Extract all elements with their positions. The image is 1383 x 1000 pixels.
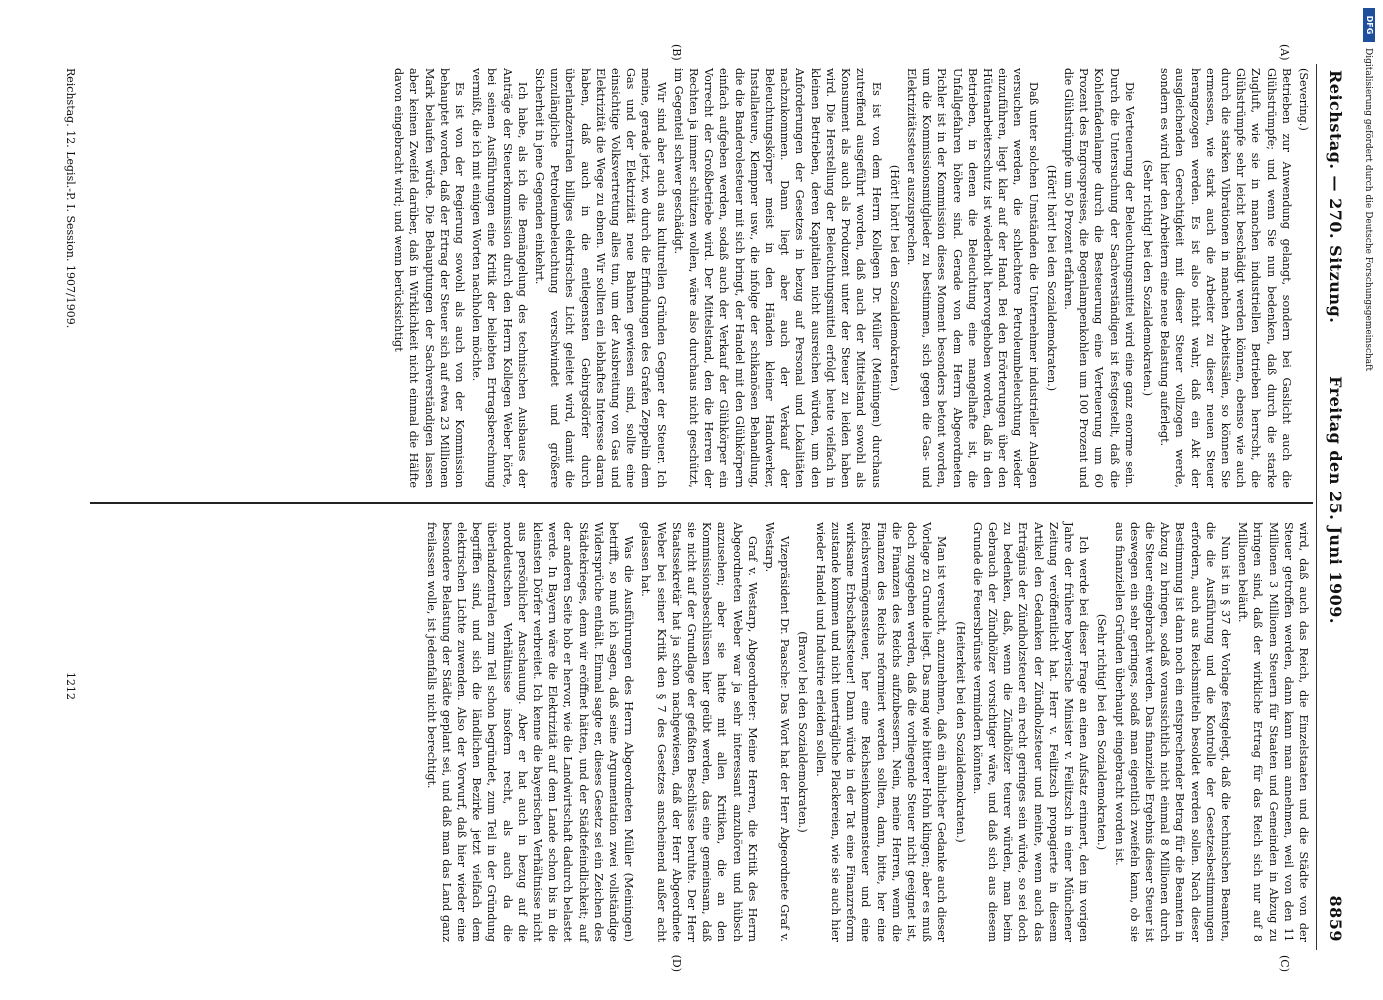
interjection: (Hört! hört! bei den Sozialdemokraten.) xyxy=(887,164,901,392)
margin-mark-c: (C) xyxy=(1278,955,1291,972)
running-header-date: Freitag den 25. Juni 1909. xyxy=(1326,376,1345,624)
paragraph: Betrieben zur Anwendung gelangt, sondern bei Gaslicht auch die Glühstrümpfe; und wenn Sie nun bedenken, daß durch die starke Zugluft, wie sie in manchen industriellen Betrieben herrscht, die Glühstrümpfe sehr leicht beschädigt werden können, ebenso wie auch durch die starken Vibrationen in manchen Arbeitssälen, so können Sie ermessen, wie stark auch die Arbeiter zu dieser neuen Steuer herangezogen werden. Es ist also nicht wahr, daß ein Akt der ausgleichenden Gerechtigkeit mit dieser Steuer vollzogen werde, sondern es wird hier den Arbeitern eine neue Belastung auferlegt. xyxy=(1158,68,1293,488)
interjection: (Sehr richtig! bei den Sozialdemokraten.) xyxy=(1095,613,1109,851)
paragraph: Man ist versucht, anzunehmen, daß ein ähnlicher Gedanke auch dieser Vorlage zu Grunde liegt. Das mag wie bitterer Hohn klingen; aber es muß doch zugegeben werden, daß die vorliegende Steuer nicht geeignet ist, die Finanzen des Reichs aufzubessern. Nein, meine Herren, wenn die Finanzen des Reichs reformiert werden sollten, dann, bitte, her eine Reichsvermögenssteuer, her eine Reichseinkommensteuer und eine wirksame Erbschaftssteuer! Dann würde in der Tat eine Finanzreform zustande kommen und nicht unerträgliche Plackereien, wie sie auch hier wieder Handel und Industrie erleiden sollen. xyxy=(813,522,949,942)
left-column xyxy=(389,68,1311,488)
paragraph: Vizepräsident Dr. Paasche: Das Wort hat der Herr Abgeordnete Graf v. Westarp. xyxy=(763,522,792,942)
page-number: 8859 xyxy=(1326,895,1345,942)
margin-mark-a: (A) xyxy=(1278,44,1291,61)
paragraph: Ich habe, als ich die Bemängelung des technischen Ausbaues der Anträge der Steuerkommission durch den Herrn Kollegen Weber hörte, bei seinen Ausführungen eine Kritik der beliebten Ertragsberechnung vermißt, die ich mit einigen Worten nachholen möchte. xyxy=(470,68,529,488)
interjection: (Bravo! bei den Sozialdemokraten.) xyxy=(796,631,810,833)
header-rule xyxy=(1316,64,1317,950)
paragraph: Es ist von der Regierung sowohl als auch von der Kommission behauptet worden, daß der Ertrag der Steuer sich auf etwa 23 Millionen Mark belaufen würde. Die Behauptungen der Sachverständigen lassen aber keinen Zweifel darüber, daß in Wirklichkeit nicht einmal die Hälfte davon eingebracht wird; und wenn berücksichtigt xyxy=(392,68,467,488)
paragraph: Nun ist in § 37 der Vorlage festgelegt, daß die technischen Beamten, die die Ausführung und die Kontrolle der Gesetzesbestimmungen erfordern, auch aus Reichsmitteln besoldet werden sollen. Nach dieser Bestimmung ist dann noch ein entsprechender Betrag für die Beamten in Abzug zu bringen, sodaß voraussichtlich nicht einmal 8 Millionen durch die Steuer eingebracht werden. Das finanzielle Ergebnis dieser Steuer ist deswegen ein sehr geringes, sodaß man eigentlich zweifeln kann, ob sie aus finanziellen Gründen überhaupt eingebracht worden ist. xyxy=(1112,522,1232,942)
paragraph: wird, daß auch das Reich, die Einzelstaaten und die Städte von der Steuer getroffen werden, dann kann man annehmen, weil von den 11 Millionen 3 Millionen Steuern für Staaten und Gemeinden in Abzug zu bringen sind, daß der wirkliche Ertrag für das Reich sich nur auf 8 Millionen beläuft. xyxy=(1236,522,1310,942)
interjection: (Heiterkeit bei den Sozialdemokraten.) xyxy=(953,621,967,843)
interjection: (Sehr richtig! bei den Sozialdemokraten.) xyxy=(1140,159,1154,397)
running-header-left: Reichstag. — 270. Sitzung. xyxy=(1326,70,1345,324)
right-column xyxy=(421,522,1311,942)
footer-sheet-number: 1212 xyxy=(64,672,77,700)
digitization-credit: Digitalisierung gefördert durch die Deutsche Forschungsgemeinschaft xyxy=(1363,48,1373,372)
paragraph: Die Verteuerung der Beleuchtungsmittel wird eine ganz enorme sein. Durch die Untersuchung der Sachverständigen ist festgestellt, daß die Kohlenfadenlampe durch die Besteuerung eine Verteuerung um 60 Prozent des Engrospreises, die Bogenlampenkohlen um 100 Prozent und die Glühstrümpfe um 50 Prozent erfahren. xyxy=(1061,68,1136,488)
interjection: (Hört! hört! bei den Sozialdemokraten.) xyxy=(1044,164,1058,392)
paragraph: Was die Ausführungen des Herrn Abgeordneten Müller (Meiningen) betrifft, so muß ich sagen, daß seine Argumentation zwei vollständige Widersprüche enthält. Einmal sagte er, dieses Gesetz sei ein Zeichen des Städtekrieges, denn wir eröffnet hätten, und der Städtefeindlichkeit; auf der anderen Seite hob er hervor, wie die Landwirtschaft dadurch belastet werde. In Bayern wäre die Elektrizität auf dem Lande schon bis in die kleinsten Dörfer verbreitet. Ich kenne die bayerischen Verhältnisse nicht aus persönlicher Anschauung. Aber er hat auch in bezug auf die norddeutschen Verhältnisse insofern recht, als auch da die überlandzentralen zum Teil schon begründet, zum Teil in der Gründung begriffen sind, und sich die ländlichen Bezirke jetzt vielfach dem elektrischen Lichte zuwenden. Also der Vorwurf, daß hier wieder eine besondere Belastung der Städte geplant sei, und daß man das Land ganz freilassen wolle, ist jedenfalls nicht berechtigt. xyxy=(424,522,636,942)
dfg-logo: DFG xyxy=(1363,8,1375,42)
speaker-continuation: (Severing.) xyxy=(1297,68,1310,131)
paragraph: Wir sind aber auch aus kulturellen Gründen Gegner der Steuer. Ich meine, gerade jetzt, wo durch die Erfindungen des Grafen Zeppelin dem Gas und der Elektrizität neue Bahnen gewiesen sind, sollte eine einsichtige Volksvertretung alles tun, um der Ausbreitung von Gas und Elektrizität die Wege zu ebnen. Wir sollten ein lebhaftes Interesse daran haben, daß auch in die entlegensten Gebirgsdörfer durch überlandzentralen billiges elektrisches Licht geleitet wird, damit die unzulängliche Petroleumbeleuchtung verschwindet und größere Sicherheit in jene Gegenden einkehrt. xyxy=(533,68,668,488)
paragraph: Es ist von dem Herrn Kollegen Dr. Müller (Meiningen) durchaus zutreffend ausgeführt worden, daß auch der Mittelstand sowohl als Konsument als auch als Produzent unter der Steuer zu leiden haben wird. Die Herstellung der Beleuchtungsmittel erfolgt heute vielfach in kleinen Betrieben, deren Kapitalien nicht ausreichen würden, um den Anforderungen der Gesetzes in bezug auf Personal und Lokalitäten nachzukommen. Dann liegt aber auch der Verkauf der Beleuchtungskörper meist in den Händen kleiner Handwerker, Installateure, Klempner usw., die infolge der schikanösen Behandlung, die die Banderolesteuer mit sich bringt, der Handel mit den Glühkörpern einfach aufgeben werden, sodaß auch der Verkauf der Glühkörper ein Vorrecht der Großbetriebe wird. Der Mittelstand, den die Herren der Rechten ja immer schützen wollen, wäre also durchaus nicht geschützt, im Gegenteil schwer geschädigt. xyxy=(671,68,883,488)
margin-mark-b: (B) xyxy=(670,44,683,61)
paragraph: Daß unter solchen Umständen die Unternehmer industrieller Anlagen versuchen werden, die schlechtere Petroleumbeleuchtung wieder einzuführen, liegt klar auf der Hand. Bei den Erörterungen über den Hüttenarbeiterschutz ist wiederholt hervorgehoben worden, daß in den Betrieben, in denen die Beleuchtung eine mangelhafte ist, die Unfallgefahren höhere sind. Gerade von dem Herrn Abgeordneten Pichler ist in der Kommission dieses Moment besonders betont worden, um die Kommissionsmitglieder zu bestimmen, sich gegen die Gas- und Elektrizitätssteuer auszusprechen. xyxy=(904,68,1040,488)
paragraph: Graf v. Westarp, Abgeordneter: Meine Herren, die Kritik des Herrn Abgeordneten Weber war ja sehr interessant anzuhören und hübsch anzusehen; aber sie hatte mit allen Kritiken, die an den Kommissionsbeschlüssen hier geübt werden, das eine gemeinsam, daß sie nicht auf der Grundlage der gefaßten Beschlüsse beruhte. Der Herr Staatssekretär hat ja schon nachgewiesen, daß der Herr Abgeordnete Weber bei seiner Kritik den § 7 des Gesetzes anscheinend außer acht gelassen hat. xyxy=(639,522,759,942)
margin-mark-d: (D) xyxy=(670,954,683,972)
paragraph: Ich werde bei dieser Frage an einen Aufsatz erinnert, den im vorigen Jahre der frühere bayerische Minister v. Feilitzsch in einer Münchener Zeitung veröffentlicht hat. Herr v. Feilitzsch propagierte in diesem Artikel den Gedanken der Zündholzsteuer und meinte, wenn auch das Erträgnis der Zündholzsteuer ein recht geringes sein würde, so sei doch zu bedenken, daß, wenn die Zündhölzer teurer würden, man beim Gebrauch der Zündhölzer vorsichtiger wäre, und daß sich aus diesem Grunde die Feuersbrünste vermindern könnten. xyxy=(970,522,1091,942)
column-divider xyxy=(90,502,1313,504)
footer-session: Reichstag. 12. Legisl.-P. I. Session. 1907/1909. xyxy=(64,68,77,329)
